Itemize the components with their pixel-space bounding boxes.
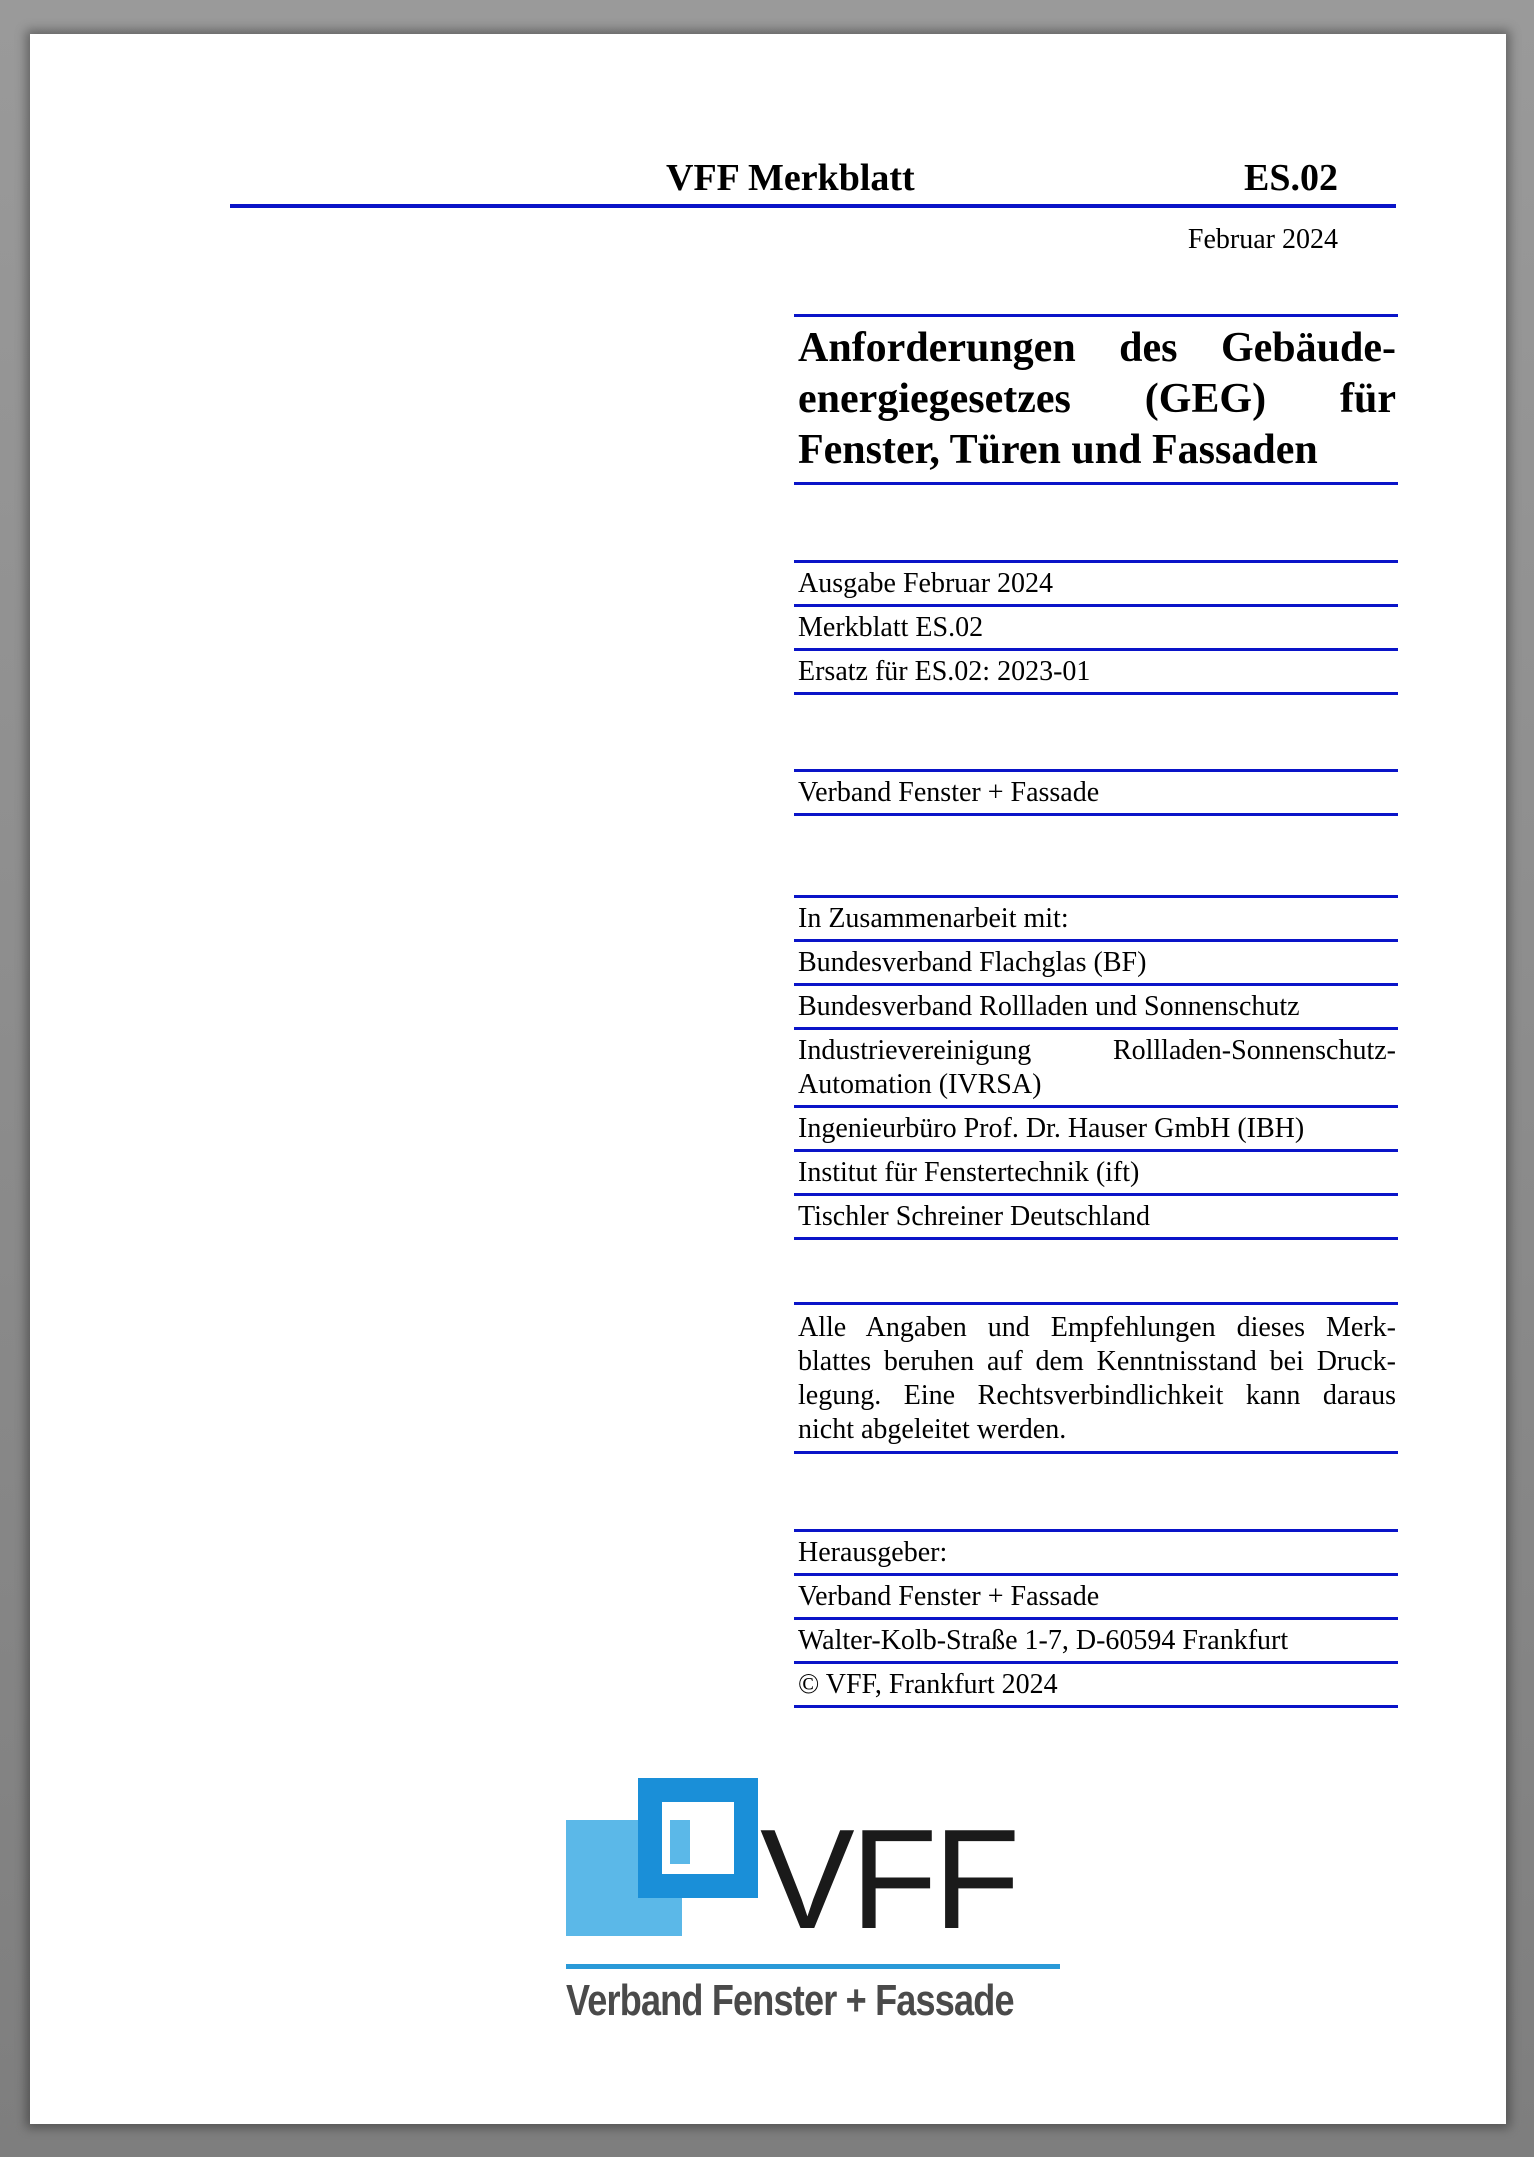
publisher-item: © VFF, Frankfurt 2024 [798, 1669, 1058, 1700]
cooperation-block [794, 895, 1398, 1240]
rule [794, 1451, 1398, 1454]
main-title: Anforderungen des Gebäude-energiegesetzes (GEG) für Fenster, Türen und Fassaden [798, 325, 1396, 473]
logo-rule [566, 1964, 1060, 1969]
document-code: ES.02 [1244, 157, 1338, 199]
rule [794, 1237, 1398, 1240]
logo-tagline: Verband Fenster + Fassade [566, 1976, 1014, 2025]
publisher-item: Walter-Kolb-Straße 1-7, D-60594 Frankfurt [798, 1625, 1289, 1656]
rule [794, 813, 1398, 816]
rule [794, 1705, 1398, 1708]
cooperation-item: Industrievereinigung Rollladen-Sonnenschutz-Automation (IVRSA) [798, 1035, 1396, 1100]
publisher-heading: Herausgeber: [798, 1537, 948, 1568]
title-block [794, 314, 1398, 485]
edition-item: Merkblatt ES.02 [798, 612, 984, 643]
edition-item: Ersatz für ES.02: 2023-01 [798, 656, 1091, 687]
disclaimer-text: Alle Angaben und Empfehlungen dieses Merk-blattes beruhen auf dem Kenntnisstand bei Druck-legung. Eine Rechtsverbindlichkeit kann daraus nicht abgeleitet werden. [798, 1312, 1396, 1445]
logo-inner-bar [670, 1820, 690, 1864]
header-rule [230, 204, 1396, 208]
edition-item: Ausgabe Februar 2024 [798, 568, 1054, 599]
header-date: Februar 2024 [1187, 224, 1338, 255]
cooperation-item: Tischler Schreiner Deutschland [798, 1201, 1150, 1232]
cooperation-heading: In Zusammenarbeit mit: [798, 903, 1069, 934]
disclaimer-block [794, 1302, 1398, 1454]
cooperation-item: Bundesverband Rollladen und Sonnenschutz [798, 991, 1300, 1022]
logo-wordmark: VFF [760, 1800, 1017, 1959]
publisher-item: Verband Fenster + Fassade [798, 1581, 1100, 1612]
cooperation-item: Bundesverband Flachglas (BF) [798, 947, 1147, 978]
edition-block [794, 560, 1398, 695]
header-title: VFF Merkblatt [666, 157, 915, 199]
association-name: Verband Fenster + Fassade [798, 777, 1100, 808]
document-page [30, 34, 1506, 2124]
rule [794, 482, 1398, 485]
publisher-block [794, 1529, 1398, 1708]
association-block [794, 769, 1398, 816]
cooperation-item: Ingenieurbüro Prof. Dr. Hauser GmbH (IBH) [798, 1113, 1305, 1144]
rule [794, 692, 1398, 695]
cooperation-item: Institut für Fenstertechnik (ift) [798, 1157, 1140, 1188]
